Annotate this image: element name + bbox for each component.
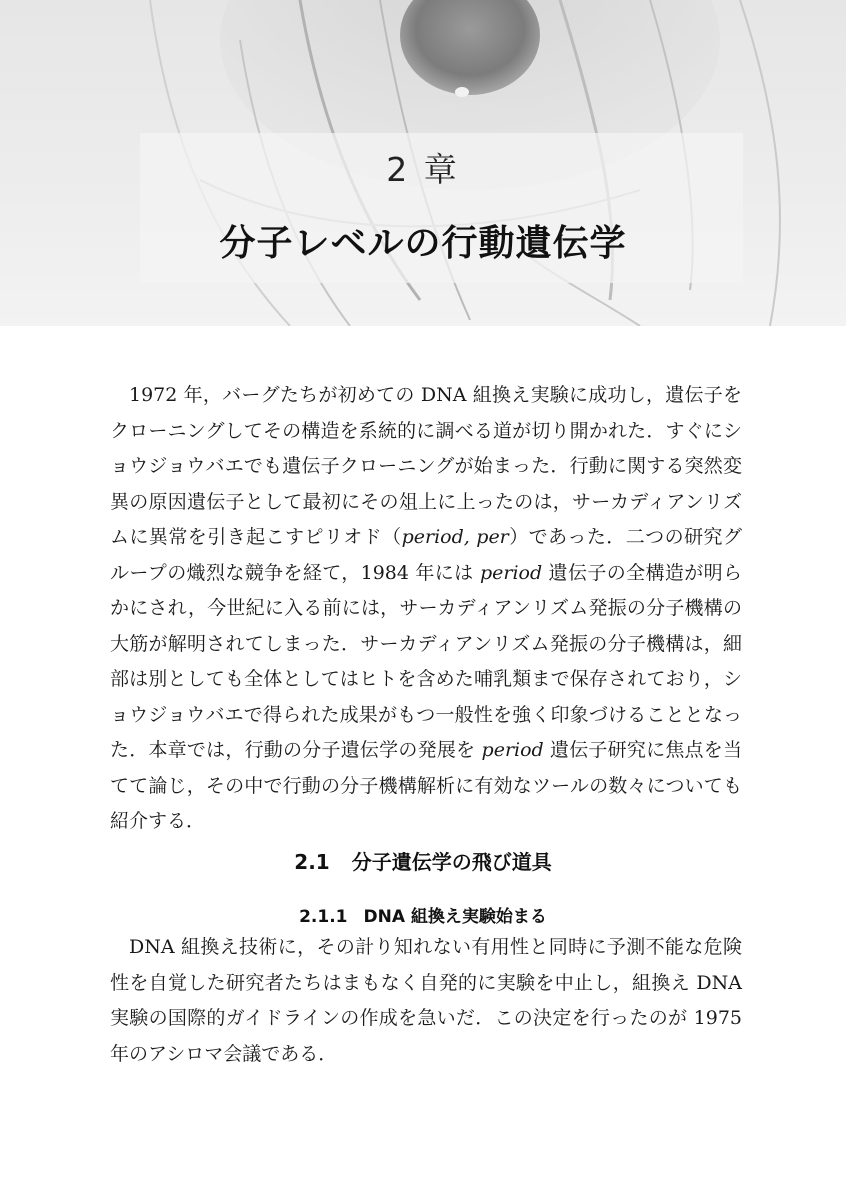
section-number: 2.1 — [294, 850, 330, 874]
subsection-title: DNA 組換え実験始まる — [363, 907, 547, 927]
intro-text-3: 遺伝子の全構造が明らかにされ，今世紀に入る前には，サーカディアンリズム発振の分子機構の大筋が解明されてしまった．サーカディアンリズム発振の分子機構は，細部は別としても全体としてはヒトを含めた哺乳類まで保存されており，ショウジョウバエで得られた成果がもつ一般性を強く印象づけることとなった．本章では，行動の分子遺伝学の発展を — [110, 561, 742, 761]
gene-name-italic: period — [481, 739, 544, 761]
chapter-title: 分子レベルの行動遺伝学 — [219, 223, 627, 264]
intro-paragraph — [110, 378, 742, 840]
chapter-number: 2 章 — [386, 150, 460, 189]
subsection-heading — [0, 902, 846, 927]
intro-text-1: 1972 年，バーグたちが初めての DNA 組換え実験に成功し，遺伝子をクローニングしてその構造を系統的に調べる道が切り開かれた．すぐにショウジョウバエでも遺伝子クローニングが始まった．行動に関する突然変異の原因遺伝子として最初にその俎上に上ったのは，サーカディアンリズムに異常を引き起こすピリオド（ — [110, 384, 742, 548]
section-heading — [0, 846, 846, 875]
gene-name-italic: period — [479, 561, 543, 584]
subsection-number: 2.1.1 — [299, 907, 348, 927]
section-title: 分子遺伝学の飛び道具 — [351, 850, 552, 874]
intro-text-4: 遺伝子研究に焦点を当てて論じ，その中で行動の分子機構解析に有効なツールの数々についても紹介する． — [110, 739, 742, 832]
intro-text-2: ）であった．二つの研究グループの熾烈な競争を経て，1984 年には — [110, 526, 742, 584]
gene-name-italic: period, per — [401, 526, 509, 548]
body-paragraph: DNA 組換え技術に，その計り知れない有用性と同時に予測不能な危険性を自覚した研究者たちはまもなく自発的に実験を中止し，組換え DNA 実験の国際的ガイドラインの作成を急いだ．この決定を行ったのが 1975 年のアシロマ会議である． — [110, 936, 742, 1065]
